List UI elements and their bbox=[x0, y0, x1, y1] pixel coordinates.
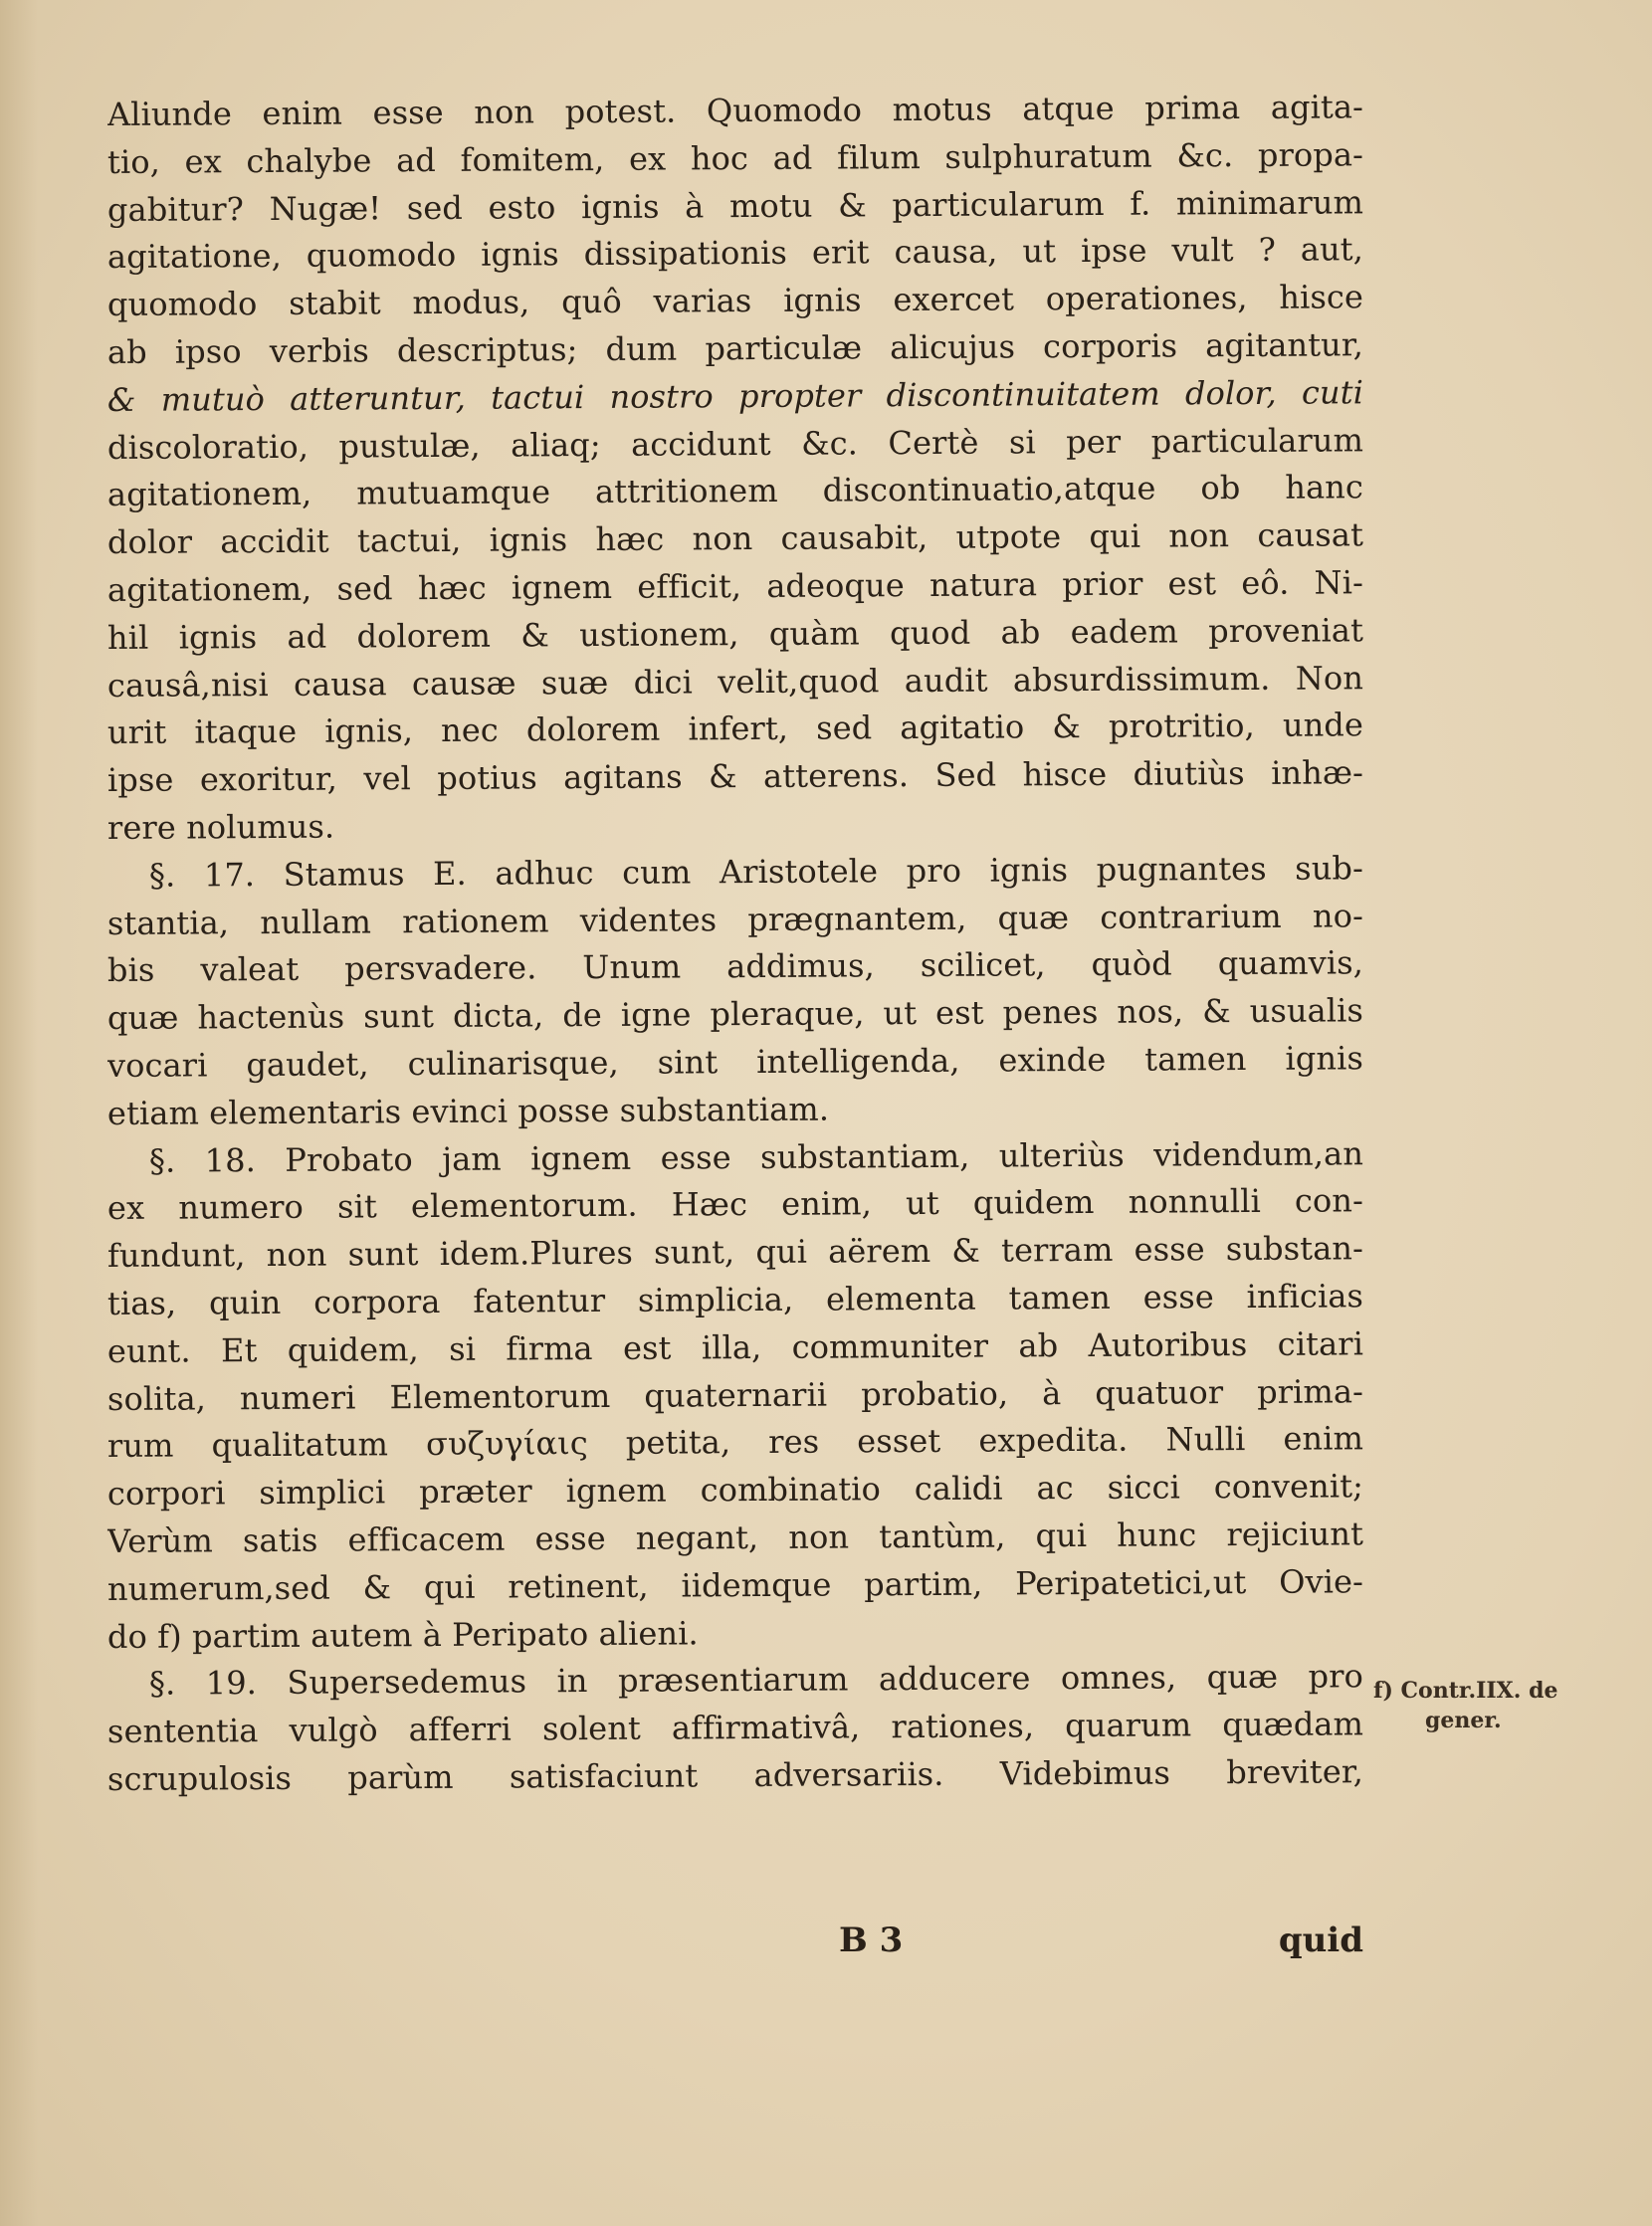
marginal-note-line-1: f) Contr.IIX. de bbox=[1373, 1678, 1558, 1704]
text-line-4: agitatione, quomodo ignis dissipationis erit causa, ut ipse vult ? aut, bbox=[106, 230, 1364, 277]
catchword: quid bbox=[1278, 1921, 1363, 1960]
text-line-24: ex numero sit elementorum. Hæc enim, ut quidem nonnulli con- bbox=[106, 1181, 1364, 1228]
text-line-5: quomodo stabit modus, quô varias ignis exercet operationes, hisce bbox=[106, 278, 1364, 324]
text-line-6: ab ipso verbis descriptus; dum particulæ alicujus corporis agitantur, bbox=[106, 325, 1364, 371]
text-line-25: fundunt, non sunt idem.Plures sunt, qui aërem & terram esse substan- bbox=[106, 1229, 1364, 1276]
text-line-9: agitationem, mutuamque attritionem discontinuatio,atque ob hanc bbox=[106, 468, 1364, 514]
text-line-36: scrupulosis parùm satisfaciunt adversariis. Videbimus breviter, bbox=[106, 1752, 1364, 1798]
text-line-17: §. 17. Stamus E. adhuc cum Aristotele pro ignis pugnantes sub- bbox=[148, 849, 1364, 895]
text-line-33: do f) partim autem à Peripato alieni. bbox=[106, 1613, 699, 1656]
marginal-note-line-2: gener. bbox=[1425, 1708, 1502, 1733]
text-line-26: tias, quin corpora fatentur simplicia, elementa tamen esse inficias bbox=[106, 1277, 1364, 1322]
text-line-29: rum qualitatum συζυγίαις petita, res esset expedita. Nulli enim bbox=[106, 1419, 1364, 1466]
marginal-note bbox=[1373, 1676, 1557, 1735]
page-footer bbox=[107, 1921, 1363, 1970]
text-line-30: corpori simplici præter ignem combinatio calidi ac sicci convenit; bbox=[106, 1467, 1364, 1514]
text-line-21: vocari gaudet, culinarisque, sint intelligenda, exinde tamen ignis bbox=[106, 1039, 1364, 1085]
text-line-22: etiam elementaris evinci posse substantiam. bbox=[106, 1090, 830, 1132]
text-line-10: dolor accidit tactui, ignis hæc non causabit, utpote qui non causat bbox=[106, 515, 1364, 562]
text-line-20: quæ hactenùs sunt dicta, de igne pleraque, ut est penes nos, & usualis bbox=[106, 991, 1364, 1038]
signature-mark: B 3 bbox=[839, 1921, 904, 1960]
text-line-1: Aliunde enim esse non potest. Quomodo motus atque prima agita- bbox=[106, 88, 1364, 133]
text-line-34: §. 19. Supersedemus in præsentiarum adducere omnes, quæ pro bbox=[148, 1657, 1364, 1704]
text-line-35: sententia vulgò afferri solent affirmativâ, rationes, quarum quædam bbox=[106, 1705, 1364, 1751]
text-line-19: bis valeat persvadere. Unum addimus, scilicet, quòd quamvis, bbox=[106, 943, 1364, 990]
text-line-14: urit itaque ignis, nec dolorem infert, sed agitatio & protritio, unde bbox=[106, 706, 1364, 752]
text-line-12: hil ignis ad dolorem & ustionem, quàm quod ab eadem proveniat bbox=[106, 611, 1364, 657]
text-line-11: agitationem, sed hæc ignem efficit, adeoque natura prior est eô. Ni- bbox=[106, 563, 1364, 609]
text-line-32: numerum,sed & qui retinent, iidemque partim, Peripatetici,ut Ovie- bbox=[106, 1561, 1364, 1608]
text-line-3: gabitur? Nugæ! sed esto ignis à motu & particularum f. minimarum bbox=[106, 182, 1364, 229]
page-gutter-shadow bbox=[0, 0, 38, 2226]
text-line-23: §. 18. Probato jam ignem esse substantiam, ulteriùs videndum,an bbox=[148, 1133, 1364, 1180]
text-line-31: Verùm satis efficacem esse negant, non tantùm, qui hunc rejiciunt bbox=[106, 1515, 1364, 1560]
text-line-18: stantia, nullam rationem videntes prægnantem, quæ contrarium no- bbox=[106, 896, 1364, 942]
text-line-16: rere nolumus. bbox=[106, 807, 335, 847]
text-line-2: tio, ex chalybe ad fomitem, ex hoc ad filum sulphuratum &c. propa- bbox=[106, 135, 1364, 181]
main-text-block bbox=[106, 88, 1364, 1804]
text-line-7: & mutuò atteruntur, tactui nostro propter discontinuitatem dolor, cuti bbox=[106, 373, 1364, 419]
text-line-8: discoloratio, pustulæ, aliaq; accidunt &c. Certè si per particularum bbox=[106, 420, 1364, 467]
text-line-27: eunt. Et quidem, si firma est illa, communiter ab Autoribus citari bbox=[106, 1324, 1364, 1370]
text-line-13: causâ,nisi causa causæ suæ dici velit,quod audit absurdissimum. Non bbox=[106, 658, 1364, 705]
text-line-15: ipse exoritur, vel potius agitans & atterens. Sed hisce diutiùs inhæ- bbox=[106, 753, 1364, 800]
text-line-28: solita, numeri Elementorum quaternarii probatio, à quatuor prima- bbox=[106, 1371, 1364, 1418]
